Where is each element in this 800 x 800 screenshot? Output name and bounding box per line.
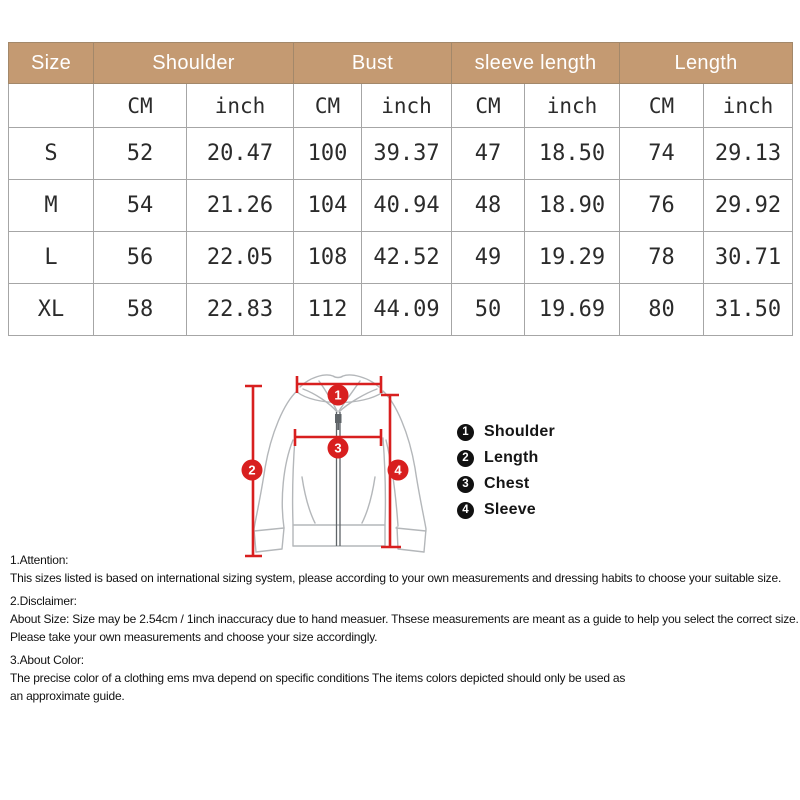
table-row-s	[9, 128, 793, 180]
legend-item-chest	[457, 475, 555, 493]
value-cell: 80	[620, 284, 704, 336]
value-cell: 44.09	[362, 284, 452, 336]
unit-cell: inch	[704, 84, 793, 128]
value-cell: 48	[452, 180, 525, 232]
value-cell: 58	[94, 284, 187, 336]
value-cell: 21.26	[187, 180, 294, 232]
col-header-size: Size	[9, 43, 94, 84]
legend-item-length	[457, 449, 555, 467]
table-row-m	[9, 180, 793, 232]
note-line: Please take your own measurements and choose your size accordingly.	[10, 630, 378, 644]
value-cell: 31.50	[704, 284, 793, 336]
marker-number-1: 1	[334, 387, 342, 403]
note-heading: 3.About Color:	[10, 653, 84, 667]
size-label-cell: L	[9, 232, 94, 284]
value-cell: 112	[294, 284, 362, 336]
unit-cell: CM	[620, 84, 704, 128]
size-label-cell: M	[9, 180, 94, 232]
size-label-cell: S	[9, 128, 94, 180]
value-cell: 29.92	[704, 180, 793, 232]
note-line: This sizes listed is based on international sizing system, please according to your own measurements and dressing habits to choose your suitable size.	[10, 571, 782, 585]
value-cell: 18.90	[525, 180, 620, 232]
value-cell: 100	[294, 128, 362, 180]
note-section-attention	[10, 551, 796, 587]
legend-label: Shoulder	[484, 423, 555, 440]
value-cell: 19.29	[525, 232, 620, 284]
table-row-xl	[9, 284, 793, 336]
value-cell: 42.52	[362, 232, 452, 284]
value-cell: 20.47	[187, 128, 294, 180]
value-cell: 29.13	[704, 128, 793, 180]
note-section-disclaimer	[10, 592, 799, 646]
col-header-shoulder: Shoulder	[94, 43, 294, 84]
value-cell: 49	[452, 232, 525, 284]
diagram-legend	[457, 423, 555, 527]
value-cell: 108	[294, 232, 362, 284]
note-line: About Size: Size may be 2.54cm / 1inch inaccuracy due to hand measuer. Thsese measurements are meant as a guide to help you select the correct size.	[10, 612, 799, 626]
legend-item-shoulder	[457, 423, 555, 441]
value-cell: 18.50	[525, 128, 620, 180]
value-cell: 104	[294, 180, 362, 232]
col-header-length: Length	[620, 43, 793, 84]
note-heading: 1.Attention:	[10, 553, 69, 567]
legend-number-icon: 2	[457, 450, 474, 467]
marker-number-2: 2	[248, 462, 256, 478]
legend-number-icon: 3	[457, 476, 474, 493]
unit-cell: CM	[94, 84, 187, 128]
zipper-line	[335, 412, 342, 546]
value-cell: 50	[452, 284, 525, 336]
table-row-l	[9, 232, 793, 284]
value-cell: 30.71	[704, 232, 793, 284]
unit-cell: inch	[187, 84, 294, 128]
legend-item-sleeve	[457, 501, 555, 519]
value-cell: 39.37	[362, 128, 452, 180]
notes-block	[10, 551, 799, 710]
unit-empty-cell	[9, 84, 94, 128]
value-cell: 19.69	[525, 284, 620, 336]
unit-header-row	[9, 84, 793, 128]
size-label-cell: XL	[9, 284, 94, 336]
legend-label: Sleeve	[484, 501, 536, 518]
value-cell: 78	[620, 232, 704, 284]
value-cell: 52	[94, 128, 187, 180]
value-cell: 22.83	[187, 284, 294, 336]
col-header-sleeve-length: sleeve length	[452, 43, 620, 84]
value-cell: 76	[620, 180, 704, 232]
legend-number-icon: 4	[457, 502, 474, 519]
value-cell: 40.94	[362, 180, 452, 232]
legend-label: Chest	[484, 475, 530, 492]
measure-markers	[242, 385, 409, 481]
legend-label: Length	[484, 449, 539, 466]
unit-cell: inch	[525, 84, 620, 128]
unit-cell: inch	[362, 84, 452, 128]
note-line: an approximate guide.	[10, 689, 125, 703]
legend-number-icon: 1	[457, 424, 474, 441]
unit-cell: CM	[452, 84, 525, 128]
size-chart-table	[8, 42, 793, 336]
note-section-about-color	[10, 651, 796, 705]
value-cell: 22.05	[187, 232, 294, 284]
table-header-row	[9, 43, 793, 84]
value-cell: 56	[94, 232, 187, 284]
col-header-bust: Bust	[294, 43, 452, 84]
note-heading: 2.Disclaimer:	[10, 594, 77, 608]
value-cell: 54	[94, 180, 187, 232]
value-cell: 74	[620, 128, 704, 180]
unit-cell: CM	[294, 84, 362, 128]
note-line: The precise color of a clothing ems mva depend on specific conditions The items colors depicted should only be used as	[10, 671, 626, 685]
value-cell: 47	[452, 128, 525, 180]
jacket-measurement-diagram	[240, 365, 455, 565]
marker-number-3: 3	[334, 440, 342, 456]
marker-number-4: 4	[394, 462, 402, 478]
